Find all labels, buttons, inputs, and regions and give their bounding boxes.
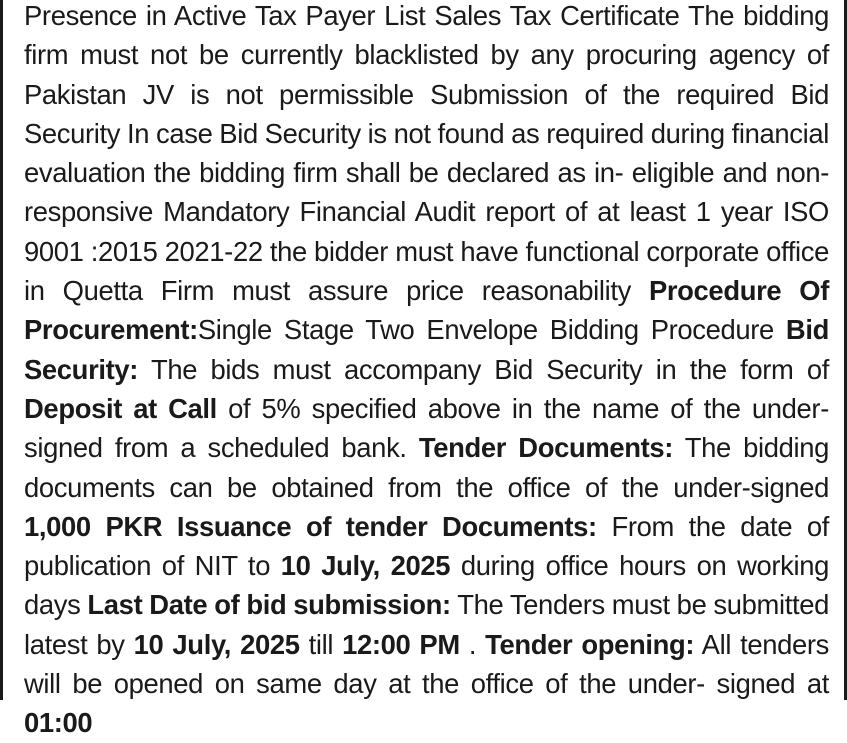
last-date-label: Last Date of bid submission:: [87, 589, 451, 621]
tender-opening-label: Tender opening:: [485, 628, 695, 660]
issuance-label: 1,000 PKR Issuance of tender Documents:: [24, 510, 597, 542]
eligibility-criteria-text: Presence in Active Tax Payer List Sales Tax Certificate The bidding firm must not be currently blacklisted by any procuring agency of Pakistan JV is not permissible Submission of the required Bid Security In case Bid Security is not found as required during financial evaluation the bidding firm shall be declared as in- eligible and non-responsive Mandatory Financial Audit report of at least 1 year ISO 9001 :2015 2021-22 the bidder must have functional corporate office in Quetta Firm must assure price reasonability: [24, 0, 829, 307]
last-date-text: The Tenders must be submitted latest by: [24, 589, 830, 660]
issuance-end-date: 10 July, 2025: [280, 550, 451, 582]
bid-security-text: The bids must accompany Bid Security in the form of: [138, 353, 829, 385]
procedure-of-procurement-label: Procedure Of Procurement:: [24, 275, 829, 346]
issuance-hours-text: during office hours on working days: [24, 550, 829, 621]
procedure-of-procurement-value: Single Stage Two Envelope Bidding Procedure: [197, 314, 786, 346]
issuance-text: From the date of publication of NIT to: [24, 510, 829, 582]
submission-date: 10 July, 2025: [133, 628, 300, 660]
deposit-at-call-label: Deposit at Call: [24, 392, 217, 424]
bid-security-text-cont: of 5% specified above in the name of the under-signed from a scheduled bank.: [24, 392, 829, 464]
till-text: till: [299, 628, 343, 660]
tender-notice-paragraph: [24, 0, 829, 743]
tender-documents-text: The bidding documents can be obtained from the office of the under-signed: [24, 432, 830, 503]
bid-security-label: Bid Security:: [24, 314, 829, 385]
tender-documents-label: Tender Documents:: [418, 432, 674, 464]
tender-opening-text: All tenders will be opened on same day at the office of the under- signed at: [24, 628, 829, 700]
separator-text: .: [459, 628, 486, 660]
submission-time: 12:00 PM: [342, 628, 460, 660]
opening-time: 01:00: [24, 707, 93, 739]
